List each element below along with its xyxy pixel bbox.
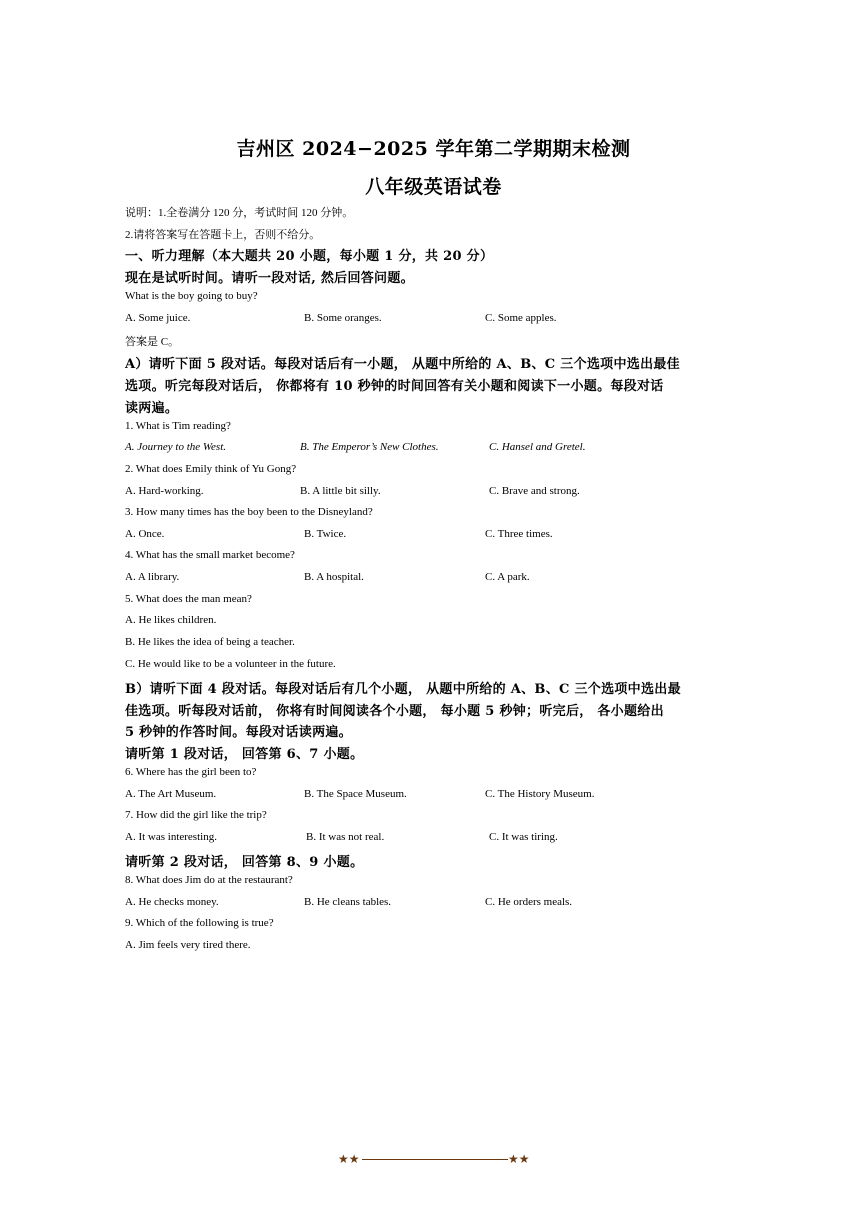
q9-option-a: A. Jim feels very tired there. bbox=[125, 939, 251, 951]
question-6: 6. Where has the girl been to? bbox=[125, 766, 257, 778]
q3-option-c: C. Three times. bbox=[485, 528, 553, 540]
q2-option-b: B. A little bit silly. bbox=[300, 485, 381, 497]
q6-option-a: A. The Art Museum. bbox=[125, 788, 217, 800]
q2-option-c: C. Brave and strong. bbox=[489, 485, 580, 497]
question-7: 7. How did the girl like the trip? bbox=[125, 809, 267, 821]
page-footer-ornament bbox=[338, 1152, 532, 1168]
question-8: 8. What does Jim do at the restaurant? bbox=[125, 874, 293, 886]
trial-option-c: C. Some apples. bbox=[485, 312, 557, 324]
q4-option-a: A. A library. bbox=[125, 571, 180, 583]
trial-question: What is the boy going to buy? bbox=[125, 290, 258, 302]
part-a-intro-line-2: 选项。听完每段对话后， 你都将有 10 秒钟的时间回答有关小题和阅读下一小题。每段对话 bbox=[125, 379, 664, 394]
q4-option-b: B. A hospital. bbox=[304, 571, 364, 583]
dialogue-1-heading: 请听第 1 段对话， 回答第 6、7 小题。 bbox=[125, 747, 364, 762]
exam-subtitle: 八年级英语试卷 bbox=[365, 176, 502, 198]
q6-option-b: B. The Space Museum. bbox=[304, 788, 407, 800]
question-9: 9. Which of the following is true? bbox=[125, 917, 274, 929]
question-3: 3. How many times has the boy been to the Disneyland? bbox=[125, 506, 373, 518]
q4-option-c: C. A park. bbox=[485, 571, 530, 583]
q8-option-c: C. He orders meals. bbox=[485, 896, 573, 908]
q8-option-a: A. He checks money. bbox=[125, 896, 219, 908]
q3-option-b: B. Twice. bbox=[304, 528, 347, 540]
q1-option-c: C. Hansel and Gretel. bbox=[489, 441, 586, 453]
q7-option-b: B. It was not real. bbox=[306, 831, 385, 843]
part-b-intro-line-3: 5 秒钟的作答时间。每段对话读两遍。 bbox=[125, 725, 352, 740]
q7-option-a: A. It was interesting. bbox=[125, 831, 217, 843]
question-1: 1. What is Tim reading? bbox=[125, 420, 231, 432]
question-5: 5. What does the man mean? bbox=[125, 593, 252, 605]
q8-option-b: B. He cleans tables. bbox=[304, 896, 392, 908]
question-2: 2. What does Emily think of Yu Gong? bbox=[125, 463, 297, 475]
footer-stars-left: ★★ bbox=[338, 1152, 360, 1166]
part-a-intro-line-3: 读两遍。 bbox=[125, 401, 179, 416]
footer-stars-right: ★★ bbox=[508, 1152, 530, 1166]
q1-option-a: A. Journey to the West. bbox=[125, 441, 227, 453]
section-heading: 一、听力理解（本大题共 20 小题，每小题 1 分，共 20 分） bbox=[125, 249, 494, 264]
q5-option-b: B. He likes the idea of being a teacher. bbox=[125, 636, 295, 648]
q6-option-c: C. The History Museum. bbox=[485, 788, 595, 800]
q3-option-a: A. Once. bbox=[125, 528, 165, 540]
q2-option-a: A. Hard-working. bbox=[125, 485, 204, 497]
q5-option-c: C. He would like to be a volunteer in the future. bbox=[125, 658, 336, 670]
q7-option-c: C. It was tiring. bbox=[489, 831, 558, 843]
trial-option-a: A. Some juice. bbox=[125, 312, 191, 324]
part-b-intro-line-1: B）请听下面 4 段对话。每段对话后有几个小题， 从题中所给的 A、B、C 三个选项中选出最 bbox=[125, 682, 681, 697]
note-2: 2.请将答案写在答题卡上，否则不给分。 bbox=[125, 229, 321, 241]
part-a-intro-line-1: A）请听下面 5 段对话。每段对话后有一小题， 从题中所给的 A、B、C 三个选项中选出最佳 bbox=[125, 357, 680, 372]
q1-option-b: B. The Emperor’s New Clothes. bbox=[300, 441, 439, 453]
trial-option-b: B. Some oranges. bbox=[304, 312, 382, 324]
trial-answer: 答案是 C。 bbox=[125, 336, 180, 348]
dialogue-2-heading: 请听第 2 段对话， 回答第 8、9 小题。 bbox=[125, 855, 364, 870]
footer-divider bbox=[362, 1159, 508, 1160]
question-4: 4. What has the small market become? bbox=[125, 549, 295, 561]
q5-option-a: A. He likes children. bbox=[125, 614, 217, 626]
exam-title: 吉州区 2024−2025 学年第二学期期末检测 bbox=[236, 138, 631, 160]
note-1: 说明：1.全卷满分 120 分，考试时间 120 分钟。 bbox=[125, 207, 354, 219]
part-b-intro-line-2: 佳选项。听每段对话前， 你将有时间阅读各个小题， 每小题 5 秒钟；听完后， 各小题给出 bbox=[125, 704, 664, 719]
trial-heading: 现在是试听时间。请听一段对话, 然后回答问题。 bbox=[125, 271, 414, 286]
